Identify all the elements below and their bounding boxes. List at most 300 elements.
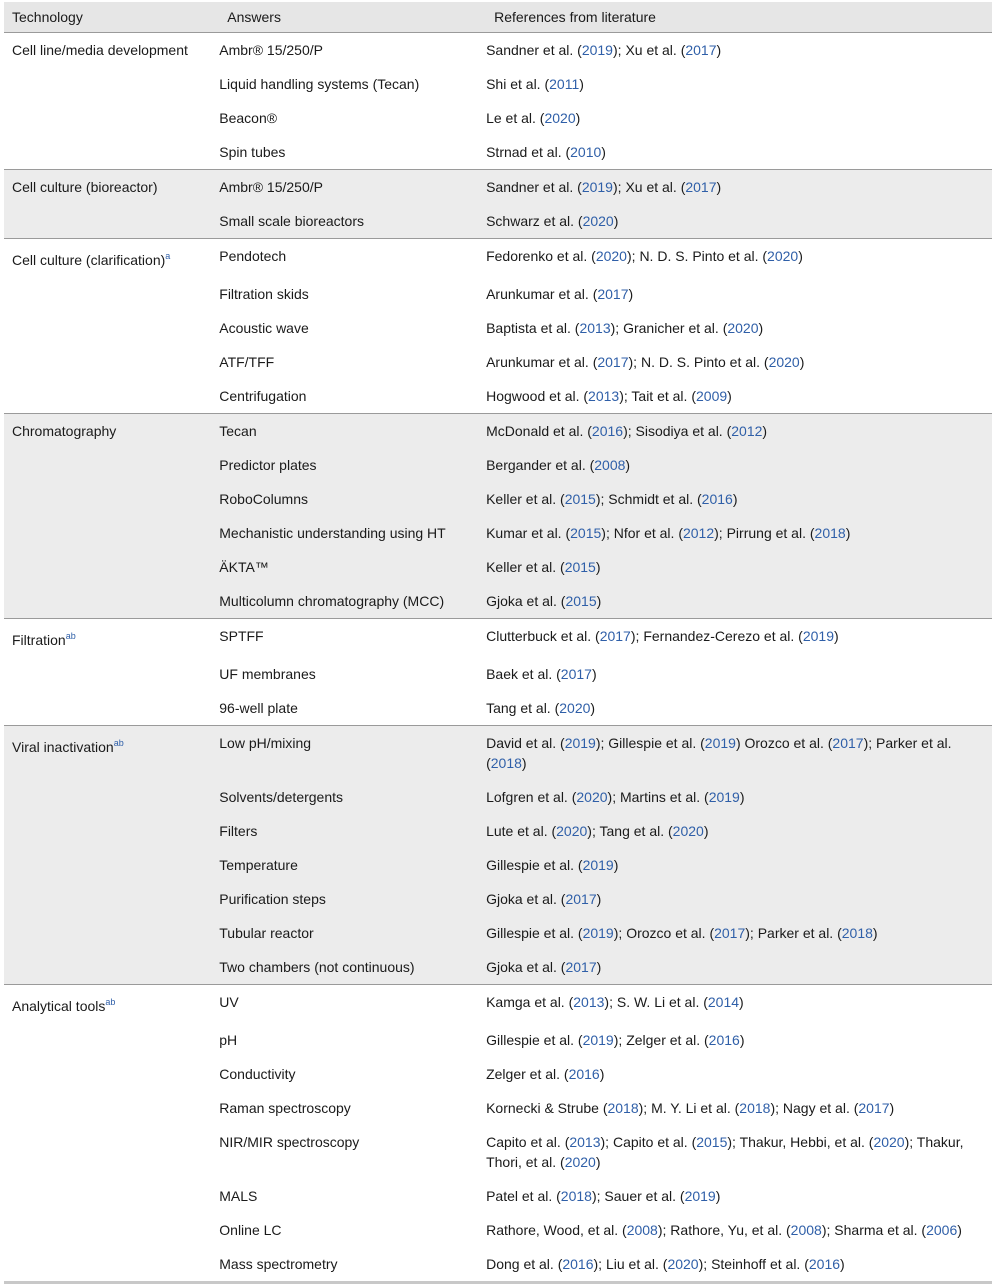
reference-punctuation: ) [957, 1222, 962, 1238]
answer-cell: Spin tubes [219, 144, 286, 160]
references-cell [486, 882, 992, 916]
reference-authors: N. D. S. Pinto et al. ( [639, 248, 768, 264]
answer-cell: Temperature [219, 848, 486, 882]
table-row [4, 1023, 992, 1057]
reference-year-link[interactable]: 2012 [682, 525, 715, 541]
technology-cell [4, 135, 219, 170]
table-row [4, 379, 992, 414]
answer-cell: MALS [219, 1188, 258, 1204]
table-group [4, 985, 992, 1283]
references-cell [486, 135, 992, 170]
technology-cell [4, 1247, 219, 1283]
table-row [4, 916, 992, 950]
technology-cell [4, 1125, 219, 1179]
reference-authors: M. Y. Li et al. ( [651, 1100, 740, 1116]
table-row [4, 204, 992, 239]
reference-punctuation: ); [613, 925, 627, 941]
reference-year-link[interactable]: 2020 [727, 320, 759, 336]
reference-authors: Zelger et al. ( [486, 1066, 569, 1082]
references-cell [486, 277, 992, 311]
reference-year-link[interactable]: 2018 [739, 1100, 771, 1116]
answer-cell: Conductivity [219, 1066, 296, 1082]
technology-cell [4, 482, 219, 516]
reference-year-link[interactable]: 2018 [814, 525, 846, 541]
reference-year-link[interactable]: 2017 [858, 1100, 890, 1116]
reference-authors: Capito et al. ( [486, 1134, 570, 1150]
reference-year-link[interactable]: 2017 [685, 42, 717, 58]
reference-authors: Gillespie et al. ( [608, 735, 705, 751]
reference-authors: S. W. Li et al. ( [616, 994, 708, 1010]
reference-year-link[interactable]: 2016 [568, 1066, 600, 1082]
reference-authors: Strnad et al. ( [486, 144, 571, 160]
reference-year-link[interactable]: 2016 [562, 1256, 594, 1272]
reference-year-link[interactable]: 2008 [626, 1222, 658, 1238]
references-cell [486, 1057, 992, 1091]
reference-authors: Schmidt et al. ( [608, 491, 702, 507]
reference-year-link[interactable]: 2016 [701, 491, 733, 507]
references-cell [486, 1091, 992, 1125]
reference-punctuation: ); [638, 1100, 652, 1116]
table-group [4, 33, 992, 170]
reference-authors: Patel et al. ( [486, 1188, 561, 1204]
reference-authors: McDonald et al. ( [486, 423, 592, 439]
references-cell [486, 345, 992, 379]
reference-punctuation: ) [727, 388, 732, 404]
references-cell [486, 516, 992, 550]
table-row [4, 848, 992, 882]
reference-authors: Xu et al. ( [625, 42, 686, 58]
reference-punctuation: ) [758, 320, 764, 336]
reference-year-link[interactable]: 2019 [704, 735, 736, 751]
technology-cell [4, 33, 219, 68]
reference-authors: Schwarz et al. ( [486, 213, 583, 229]
reference-punctuation: ) [889, 1100, 895, 1116]
reference-authors: Gjoka et al. ( [486, 891, 566, 907]
reference-year-link[interactable]: 2013 [579, 320, 611, 336]
footnote-marker[interactable]: ab [113, 738, 124, 748]
reference-authors: Thakur, Hebbi, et al. ( [739, 1134, 874, 1150]
reference-authors: Rathore, Wood, et al. ( [486, 1222, 627, 1238]
reference-year-link[interactable]: 2015 [565, 593, 597, 609]
reference-punctuation: ) [739, 994, 744, 1010]
table-row [4, 311, 992, 345]
references-cell [486, 239, 992, 278]
technology-cell [4, 726, 219, 781]
answer-cell: Ambr® 15/250/P [219, 170, 486, 205]
reference-authors: Gjoka et al. ( [486, 593, 566, 609]
reference-year-link[interactable]: 2009 [696, 388, 728, 404]
technology-cell [4, 204, 219, 239]
answer-cell: Filters [219, 814, 486, 848]
references-cell [486, 550, 992, 584]
reference-authors: Tang et al. ( [599, 823, 673, 839]
reference-punctuation: ); [612, 179, 626, 195]
reference-authors: Thakur, Thori, et al. ( [486, 1134, 964, 1170]
table-row [4, 170, 992, 205]
reference-year-link[interactable]: 2019 [582, 1032, 614, 1048]
technology-cell [4, 691, 219, 726]
reference-punctuation: ); [610, 320, 624, 336]
reference-year-link[interactable]: 2008 [790, 1222, 822, 1238]
technology-cell [4, 814, 219, 848]
reference-year-link[interactable]: 2019 [581, 179, 613, 195]
technology-cell [4, 1023, 219, 1057]
technology-cell [4, 916, 219, 950]
reference-punctuation: ) [735, 735, 745, 751]
reference-year-link[interactable]: 2017 [597, 354, 629, 370]
reference-punctuation: ) [595, 1154, 601, 1170]
table-row [4, 985, 992, 1024]
answer-cell: Small scale bioreactors [219, 204, 486, 239]
reference-punctuation: ) [834, 628, 839, 644]
reference-year-link[interactable]: 2013 [569, 1134, 601, 1150]
technology-label: Filtration [12, 632, 66, 648]
reference-punctuation: ) [575, 110, 581, 126]
reference-authors: Lofgren et al. ( [486, 789, 577, 805]
reference-authors: Nagy et al. ( [782, 1100, 859, 1116]
reference-year-link[interactable]: 2010 [570, 144, 602, 160]
reference-year-link[interactable]: 2019 [564, 735, 596, 751]
reference-year-link[interactable]: 2017 [565, 891, 597, 907]
references-cell [486, 726, 992, 781]
answer-cell: Ambr® 15/250/P [219, 33, 486, 68]
answer-cell: Solvents/detergents [219, 780, 486, 814]
reference-year-link[interactable]: 2013 [573, 994, 605, 1010]
table-row [4, 345, 992, 379]
table-row [4, 135, 992, 170]
reference-punctuation: ); [698, 1256, 712, 1272]
answer-cell: Beacon® [219, 110, 278, 126]
answer-cell: Pendotech [219, 239, 486, 278]
reference-year-link[interactable]: 2020 [544, 110, 576, 126]
technology-cell [4, 1179, 219, 1213]
references-cell [486, 691, 992, 726]
reference-year-link[interactable]: 2020 [667, 1256, 699, 1272]
reference-year-link[interactable]: 2015 [570, 525, 602, 541]
reference-year-link[interactable]: 2020 [556, 823, 588, 839]
answer-cell: Online LC [219, 1222, 282, 1238]
reference-punctuation: ); [714, 525, 727, 541]
footnote-marker[interactable]: ab [65, 631, 76, 641]
references-cell [486, 1213, 992, 1247]
reference-authors: Liu et al. ( [605, 1256, 668, 1272]
reference-authors: Fernandez-Cerezo et al. ( [643, 628, 803, 644]
table-row [4, 1125, 992, 1179]
answer-cell: Tubular reactor [219, 916, 486, 950]
table-row [4, 1179, 992, 1213]
reference-authors: Clutterbuck et al. ( [486, 628, 600, 644]
references-cell [486, 584, 992, 619]
reference-year-link[interactable]: 2008 [594, 457, 626, 473]
reference-punctuation: ) [613, 857, 619, 873]
reference-punctuation: ); [593, 1256, 606, 1272]
reference-year-link[interactable]: 2013 [588, 388, 620, 404]
answer-cell: Acoustic wave [219, 320, 309, 336]
table-row [4, 619, 992, 658]
reference-punctuation: ); [591, 1188, 605, 1204]
technology-cell [4, 277, 219, 311]
references-cell [486, 657, 992, 691]
answer-cell: Mechanistic understanding using HT [219, 516, 486, 550]
reference-year-link[interactable]: 2018 [560, 1188, 592, 1204]
table-row [4, 726, 992, 781]
reference-punctuation: ) [599, 1066, 605, 1082]
reference-year-link[interactable]: 2019 [581, 42, 613, 58]
table-row [4, 1057, 992, 1091]
answer-cell: Tecan [219, 414, 486, 449]
references-cell [486, 170, 992, 205]
reference-year-link[interactable]: 2018 [841, 925, 873, 941]
reference-year-link[interactable]: 2017 [599, 628, 631, 644]
technology-label: Cell line/media development [12, 42, 188, 58]
reference-authors: Kamga et al. ( [486, 994, 574, 1010]
reference-punctuation: ); [619, 388, 632, 404]
table-group [4, 414, 992, 619]
literature-table [4, 2, 992, 1284]
reference-punctuation: ) [762, 423, 768, 439]
answer-cell: UF membranes [219, 666, 316, 682]
reference-authors: Kumar et al. ( [486, 525, 571, 541]
references-cell [486, 311, 992, 345]
technology-label: Viral inactivation [12, 739, 114, 755]
table-group [4, 726, 992, 985]
table-row [4, 1247, 992, 1283]
reference-year-link[interactable]: 2018 [607, 1100, 639, 1116]
technology-cell [4, 345, 219, 379]
answer-cell: Purification steps [219, 882, 486, 916]
technology-cell [4, 311, 219, 345]
reference-year-link[interactable]: 2006 [926, 1222, 958, 1238]
answer-cell: Liquid handling systems (Tecan) [219, 76, 420, 92]
reference-year-link[interactable]: 2017 [714, 925, 746, 941]
reference-punctuation: ) [521, 755, 527, 771]
reference-punctuation: ); [604, 994, 617, 1010]
reference-authors: Baptista et al. ( [486, 320, 580, 336]
reference-authors: Gjoka et al. ( [486, 959, 566, 975]
reference-year-link[interactable]: 2020 [595, 248, 627, 264]
reference-year-link[interactable]: 2019 [582, 925, 614, 941]
table-group [4, 619, 992, 726]
reference-year-link[interactable]: 2020 [767, 248, 799, 264]
header-answers: Answers [219, 2, 486, 33]
reference-year-link[interactable]: 2019 [684, 1188, 716, 1204]
technology-label: Cell culture (bioreactor) [12, 179, 158, 195]
references-cell [486, 1247, 992, 1283]
technology-cell [4, 882, 219, 916]
answer-cell: NIR/MIR spectroscopy [219, 1134, 360, 1150]
reference-punctuation: ); [607, 789, 620, 805]
reference-punctuation: ); [600, 1134, 613, 1150]
reference-year-link[interactable]: 2011 [549, 76, 580, 92]
reference-authors: Lute et al. ( [486, 823, 557, 839]
table-row [4, 516, 992, 550]
reference-year-link[interactable]: 2020 [582, 213, 614, 229]
reference-year-link[interactable]: 2016 [708, 1032, 740, 1048]
reference-authors: Steinhoff et al. ( [711, 1256, 809, 1272]
references-cell [486, 814, 992, 848]
table-row [4, 950, 992, 985]
reference-punctuation: ) [628, 286, 634, 302]
table-row [4, 814, 992, 848]
answer-cell: Predictor plates [219, 448, 486, 482]
references-cell [486, 448, 992, 482]
reference-year-link[interactable]: 2020 [564, 1154, 596, 1170]
answer-cell: Raman spectroscopy [219, 1100, 351, 1116]
reference-punctuation: ) [703, 823, 709, 839]
reference-punctuation: ) [590, 700, 596, 716]
reference-punctuation: ) [739, 1032, 745, 1048]
reference-punctuation: ); [623, 423, 636, 439]
technology-cell [4, 67, 219, 101]
reference-authors: Keller et al. ( [486, 491, 565, 507]
technology-cell [4, 239, 219, 278]
reference-punctuation: ); [595, 491, 609, 507]
reference-year-link[interactable]: 2019 [802, 628, 834, 644]
reference-year-link[interactable]: 2012 [731, 423, 763, 439]
reference-year-link[interactable]: 2016 [808, 1256, 841, 1272]
reference-punctuation: ) [716, 179, 722, 195]
answer-cell: ÄKTA™ [219, 550, 486, 584]
table-row [4, 448, 992, 482]
technology-cell [4, 619, 219, 658]
reference-punctuation: ); [613, 1032, 627, 1048]
references-cell [486, 101, 992, 135]
reference-year-link[interactable]: 2015 [696, 1134, 728, 1150]
reference-punctuation: ) [840, 1256, 845, 1272]
header-technology: Technology [4, 2, 219, 33]
reference-year-link[interactable]: 2020 [576, 789, 608, 805]
header-row [4, 2, 992, 33]
technology-cell [4, 516, 219, 550]
table-row [4, 550, 992, 584]
technology-cell [4, 414, 219, 449]
technology-label: Analytical tools [12, 998, 106, 1014]
reference-punctuation: ); [657, 1222, 671, 1238]
reference-punctuation: ) [798, 248, 803, 264]
table-row [4, 584, 992, 619]
reference-punctuation: ) [799, 354, 805, 370]
technology-cell [4, 950, 219, 985]
answer-cell: Centrifugation [219, 388, 307, 404]
footnote-marker[interactable]: ab [105, 997, 116, 1007]
reference-year-link[interactable]: 2020 [873, 1134, 905, 1150]
reference-punctuation: ); [727, 1134, 740, 1150]
reference-punctuation: ) [596, 593, 602, 609]
reference-punctuation: ); [630, 628, 644, 644]
table-header [4, 2, 992, 33]
footnote-marker[interactable]: a [165, 251, 171, 261]
reference-authors: Martins et al. ( [619, 789, 709, 805]
reference-year-link[interactable]: 2017 [597, 286, 629, 302]
reference-authors: Sisodiya et al. ( [635, 423, 732, 439]
table-row [4, 780, 992, 814]
technology-cell [4, 550, 219, 584]
technology-cell [4, 1057, 219, 1091]
reference-punctuation: ); [821, 1222, 835, 1238]
answer-cell: Mass spectrometry [219, 1247, 486, 1283]
reference-year-link[interactable]: 2014 [707, 994, 740, 1010]
reference-punctuation: ) [591, 666, 597, 682]
reference-authors: Gillespie et al. ( [486, 857, 583, 873]
references-cell [486, 1023, 992, 1057]
reference-year-link[interactable]: 2018 [490, 755, 522, 771]
reference-authors: Hogwood et al. ( [486, 388, 589, 404]
reference-punctuation: ) [739, 789, 745, 805]
technology-cell [4, 584, 219, 619]
reference-authors: Bergander et al. ( [486, 457, 595, 473]
table-row [4, 67, 992, 101]
references-cell [486, 848, 992, 882]
reference-authors: Capito et al. ( [612, 1134, 697, 1150]
reference-year-link[interactable]: 2019 [708, 789, 740, 805]
answer-cell: RoboColumns [219, 482, 486, 516]
reference-authors: Sandner et al. ( [486, 179, 582, 195]
table-row [4, 1091, 992, 1125]
references-cell [486, 780, 992, 814]
table-row [4, 239, 992, 278]
table-row [4, 33, 992, 68]
reference-punctuation: ); [628, 354, 641, 370]
reference-year-link[interactable]: 2017 [832, 735, 864, 751]
answer-cell: Filtration skids [219, 286, 309, 302]
reference-punctuation: ); [595, 735, 609, 751]
header-references: References from literature [486, 2, 992, 33]
answer-cell: Two chambers (not continuous) [219, 950, 486, 985]
table-row [4, 277, 992, 311]
reference-authors: David et al. ( [486, 735, 565, 751]
references-cell [486, 67, 992, 101]
table-row [4, 1213, 992, 1247]
answer-cell: Multicolumn chromatography (MCC) [219, 584, 486, 619]
reference-punctuation: ); [770, 1100, 783, 1116]
table-row [4, 482, 992, 516]
reference-punctuation: ) [715, 1188, 721, 1204]
reference-punctuation: ) [872, 925, 878, 941]
answer-cell: SPTFF [219, 619, 486, 658]
reference-year-link[interactable]: 2020 [768, 354, 800, 370]
reference-year-link[interactable]: 2017 [565, 959, 597, 975]
reference-authors: Parker et al. ( [757, 925, 842, 941]
references-cell [486, 985, 992, 1024]
table-row [4, 657, 992, 691]
technology-cell [4, 379, 219, 414]
reference-authors: Gillespie et al. ( [486, 925, 583, 941]
reference-authors: Zelger et al. ( [626, 1032, 709, 1048]
reference-year-link[interactable]: 2017 [685, 179, 717, 195]
reference-year-link[interactable]: 2020 [559, 700, 591, 716]
technology-cell [4, 448, 219, 482]
reference-year-link[interactable]: 2015 [564, 559, 596, 575]
references-cell [486, 1179, 992, 1213]
reference-punctuation: ) [595, 559, 601, 575]
table-group [4, 239, 992, 414]
reference-authors: Nfor et al. ( [613, 525, 683, 541]
reference-year-link[interactable]: 2017 [560, 666, 592, 682]
reference-year-link[interactable]: 2015 [564, 491, 596, 507]
reference-punctuation: ) [596, 959, 602, 975]
reference-authors: Arunkumar et al. ( [486, 286, 598, 302]
reference-year-link[interactable]: 2016 [591, 423, 624, 439]
reference-punctuation: ) [845, 525, 851, 541]
reference-authors: Tang et al. ( [486, 700, 560, 716]
reference-year-link[interactable]: 2020 [672, 823, 704, 839]
answer-cell: UV [219, 985, 486, 1024]
technology-label: Chromatography [12, 423, 117, 439]
technology-cell [4, 1091, 219, 1125]
technology-cell [4, 101, 219, 135]
reference-year-link[interactable]: 2019 [582, 857, 614, 873]
references-cell [486, 1125, 992, 1179]
